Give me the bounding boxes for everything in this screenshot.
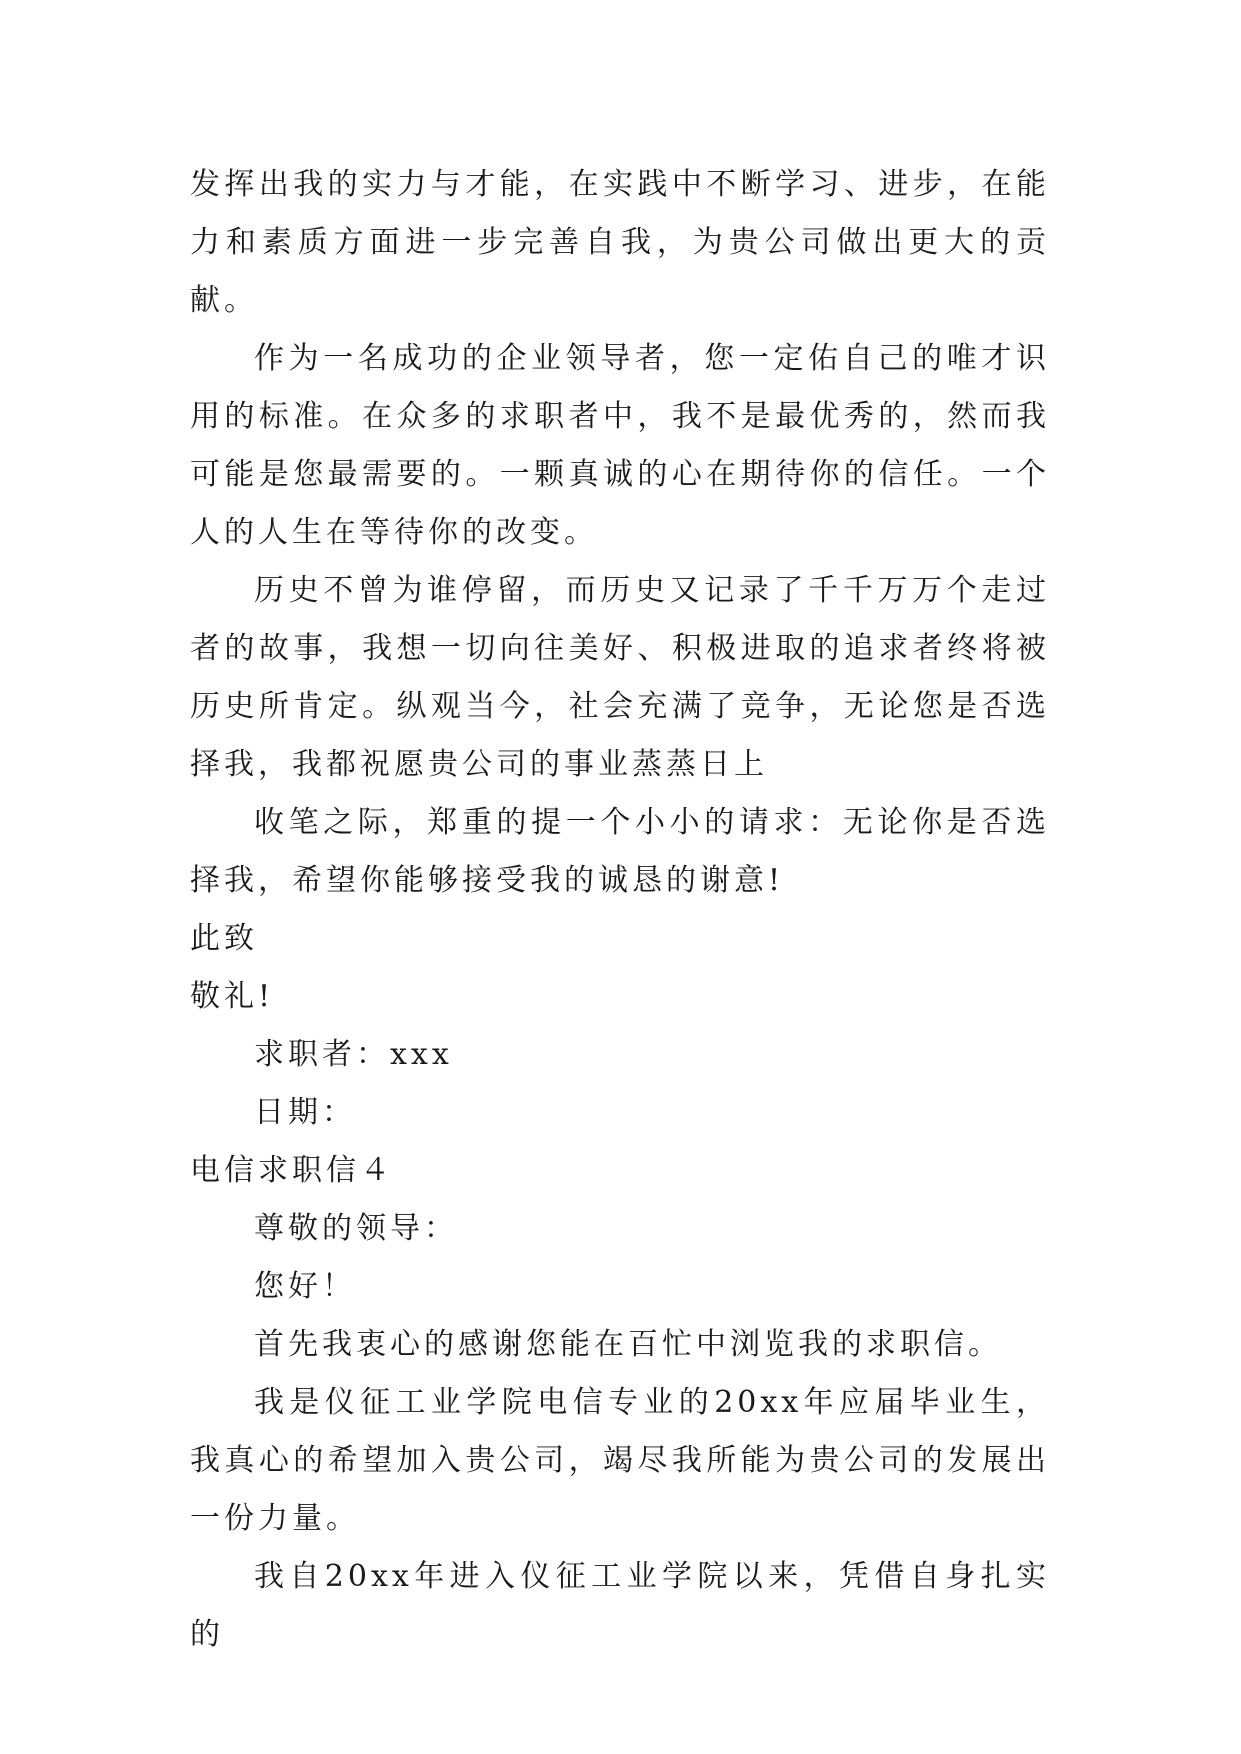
applicant-signature: 求职者：xxx	[254, 1037, 453, 1072]
salutation-jing-li: 敬礼!	[190, 979, 275, 1014]
paragraph-history: 历史不曾为谁停留，而历史又记录了千千万万个走过者的故事，我想一切向往美好、积极进取的追求者终将被历史所肯定。纵观当今，社会充满了竞争，无论您是否选择我，我都祝愿贵公司的事业蒸蒸日上	[190, 573, 1050, 782]
greeting-hello: 您好！	[254, 1269, 356, 1304]
date-line: 日期：	[254, 1095, 356, 1130]
greeting-leader: 尊敬的领导：	[254, 1211, 458, 1246]
paragraph-since: 我自20xx年进入仪征工业学院以来，凭借自身扎实的	[190, 1559, 1050, 1652]
paragraph-leader: 作为一名成功的企业领导者，您一定佑自己的唯才识用的标准。在众多的求职者中，我不是最优秀的，然而我可能是您最需要的。一颗真诚的心在期待你的信任。一个人的人生在等待你的改变。	[190, 341, 1050, 550]
paragraph-intro: 我是仪征工业学院电信专业的20xx年应届毕业生，我真心的希望加入贵公司，竭尽我所能为贵公司的发展出一份力量。	[190, 1385, 1050, 1536]
letter-heading: 电信求职信４	[190, 1153, 394, 1188]
paragraph-continued: 发挥出我的实力与才能，在实践中不断学习、进步，在能力和素质方面进一步完善自我，为贵公司做出更大的贡献。	[190, 167, 1050, 318]
paragraph-thanks: 首先我衷心的感谢您能在百忙中浏览我的求职信。	[254, 1327, 1002, 1362]
letter-body	[190, 156, 1050, 1664]
salutation-ci-zhi: 此致	[190, 921, 258, 956]
paragraph-closing-request: 收笔之际，郑重的提一个小小的请求：无论你是否选择我，希望你能够接受我的诚恳的谢意!	[190, 805, 1050, 898]
